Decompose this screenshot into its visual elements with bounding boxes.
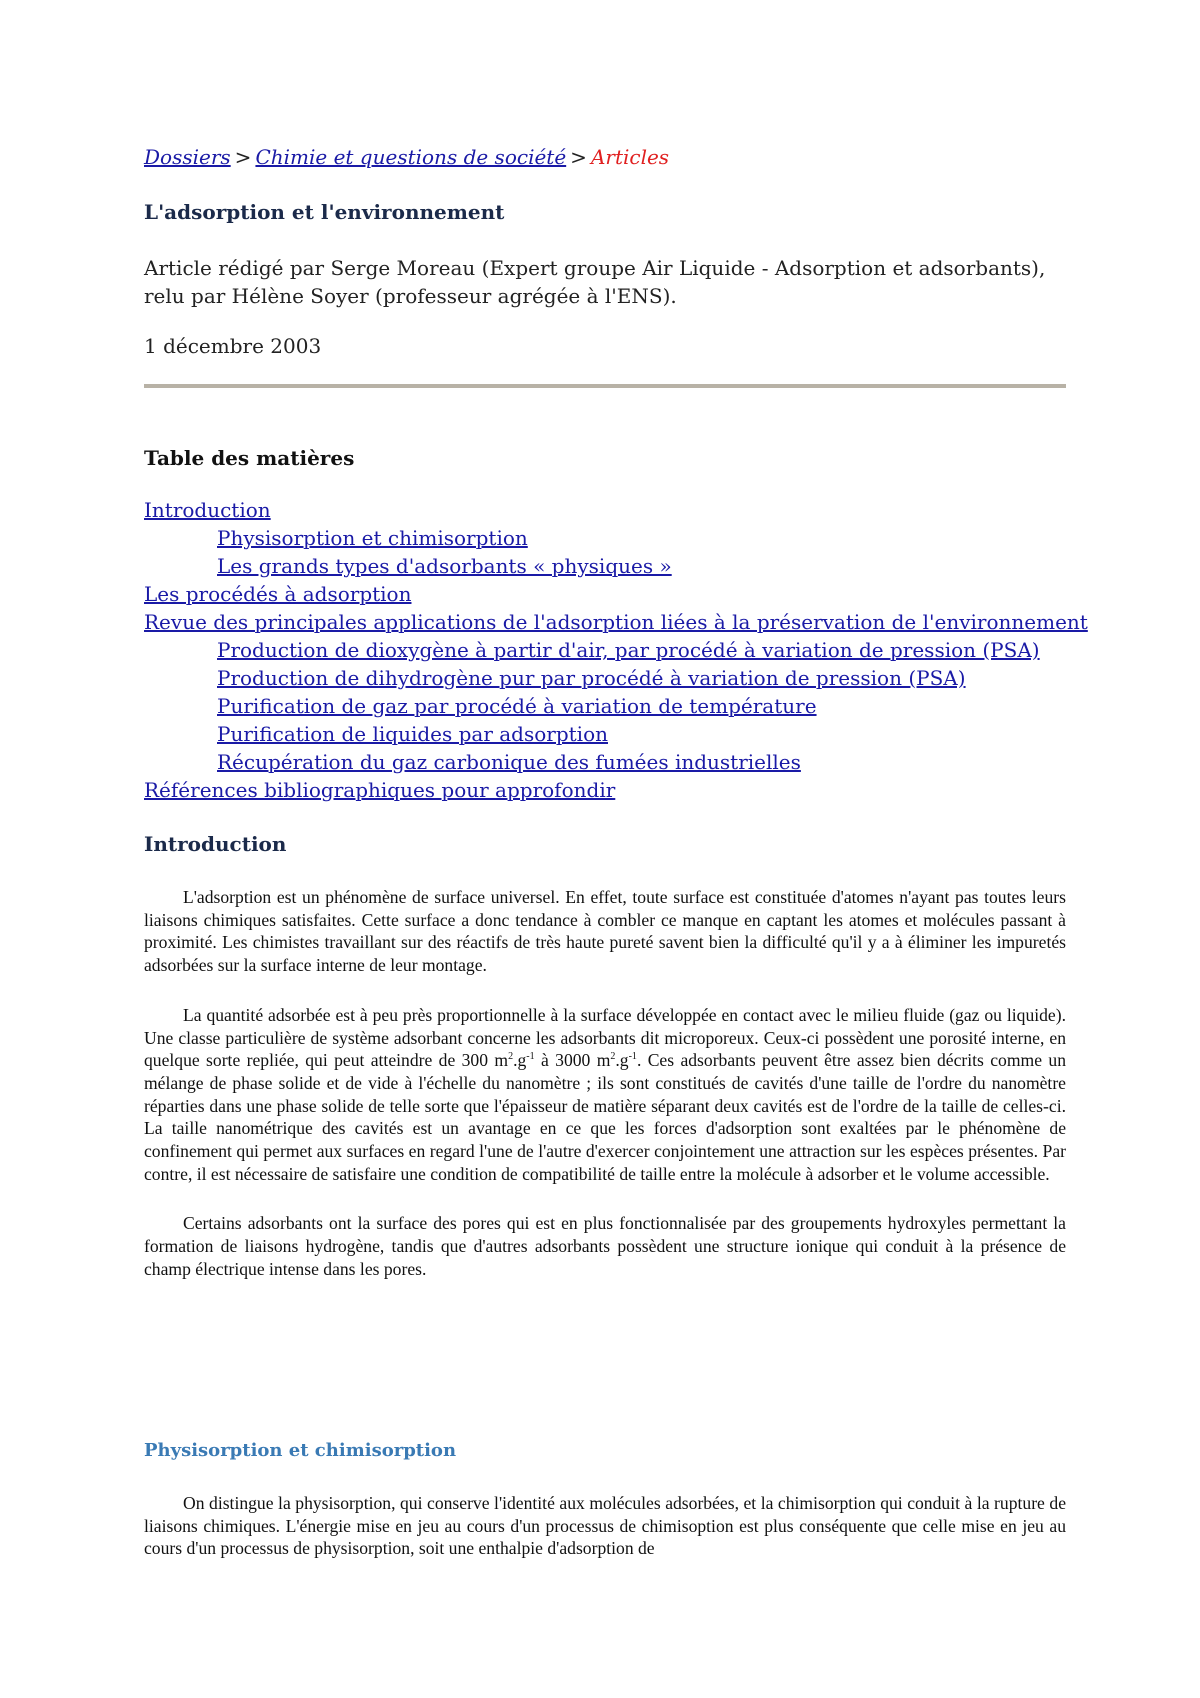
toc-link-physisorption[interactable]: Physisorption et chimisorption [217,526,528,550]
paragraph: On distingue la physisorption, qui conserve l'identité aux molécules adsorbées, et la chimisorption qui conduit à la rupture de liaisons chimiques. L'énergie mise en jeu au cours d'un processus de chimisoption est plus conséquente que celle mise en jeu au cours d'un processus de physisorption, soit une enthalpie d'adsorption de [144,1493,1066,1559]
section-heading-introduction: Introduction [144,832,287,856]
article-content [144,142,1088,1281]
toc-link-adsorbant-types[interactable]: Les grands types d'adsorbants « physiques » [217,554,672,578]
text-run: La quantité adsorbée est à peu près proportionnelle à la surface développée en contact avec le milieu fluide (gaz ou liquide). Une classe particulière de système adsorbant concerne les adsorbants dit microporeux. Ceux-ci possèdent une porosité interne, en quelque sorte repliée, qui peut atteindre de 300 m [144,1004,1066,1071]
breadcrumb-current: Articles [590,145,670,169]
divider [144,384,1066,388]
page-title: L'adsorption et l'environnement [144,200,505,224]
toc-link-purification-gaz[interactable]: Purification de gaz par procédé à variation de température [217,694,817,718]
breadcrumb-separator: > [570,145,587,169]
article-date: 1 décembre 2003 [144,334,322,358]
toc-link-references[interactable]: Références bibliographiques pour approfondir [144,778,616,802]
paragraph: Certains adsorbants ont la surface des pores qui est en plus fonctionnalisée par des groupements hydroxyles permettant la formation de liaisons hydrogène, tandis que d'autres adsorbants possèdent une structure ionique qui conduit à la présence de champ électrique intense dans les pores. [144,1213,1066,1279]
toc-link-introduction[interactable]: Introduction [144,498,271,522]
toc-link-procedes[interactable]: Les procédés à adsorption [144,582,412,606]
superscript: 2 [508,1051,514,1063]
toc-link-dihydrogene[interactable]: Production de dihydrogène pur par procédé à variation de pression (PSA) [217,666,966,690]
section-heading-physisorption: Physisorption et chimisorption [144,1440,457,1461]
paragraph [144,1004,1066,1186]
superscript: -1 [526,1051,535,1063]
toc-link-purification-liquides[interactable]: Purification de liquides par adsorption [217,722,608,746]
text-run: .g [513,1050,527,1071]
text-run: . Ces adsorbants peuvent être assez bien décrits comme un mélange de phase solide et de vide à l'échelle du nanomètre ; ils sont constitués de cavités d'une taille de l'ordre du nanomètre réparties dans une phase solide de telle sorte que l'épaisseur de matière séparant deux cavités est de l'ordre de la taille de celles-ci. La taille nanométrique des cavités est un avantage en ce que les forces d'adsorption sont exaltées par le phénomène de confinement qui permet aux surfaces en regard l'une de l'autre d'exercer conjointement une attraction sur les espèces présentes. Par contre, il est nécessaire de satisfaire une condition de compatibilité de taille entre la molécule à adsorber et le volume accessible. [144,1050,1066,1184]
superscript: 2 [610,1051,616,1063]
paragraph: L'adsorption est un phénomène de surface universel. En effet, toute surface est constituée d'atomes n'ayant pas toutes leurs liaisons chimiques satisfaites. Cette surface a donc tendance à combler ce manque en captant les atomes et molécules passant à proximité. Les chimistes travaillant sur des réactifs de très haute pureté savent bien la difficulté qu'il y a à éliminer les impuretés adsorbées sur la surface interne de leur montage. [144,887,1066,976]
text-run: .g [615,1050,629,1071]
toc-link-dioxygene[interactable]: Production de dioxygène à partir d'air, par procédé à variation de pression (PSA) [217,638,1040,662]
breadcrumb-separator: > [234,145,252,169]
table-of-contents [144,496,1088,804]
toc-title: Table des matières [144,446,355,470]
breadcrumb-link-chimie[interactable]: Chimie et questions de société [255,145,567,169]
breadcrumb-link-dossiers[interactable]: Dossiers [144,145,231,169]
article-byline: Article rédigé par Serge Moreau (Expert groupe Air Liquide - Adsorption et adsorbants), relu par Hélène Soyer (professeur agrégée à l'ENS). [144,256,1046,308]
text-run: à 3000 m [534,1050,611,1071]
toc-link-applications[interactable]: Revue des principales applications de l'adsorption liées à la préservation de l'environnement [144,610,1088,634]
toc-link-gaz-carbonique[interactable]: Récupération du gaz carbonique des fumées industrielles [217,750,801,774]
superscript: -1 [628,1051,637,1063]
breadcrumb [144,142,1066,172]
